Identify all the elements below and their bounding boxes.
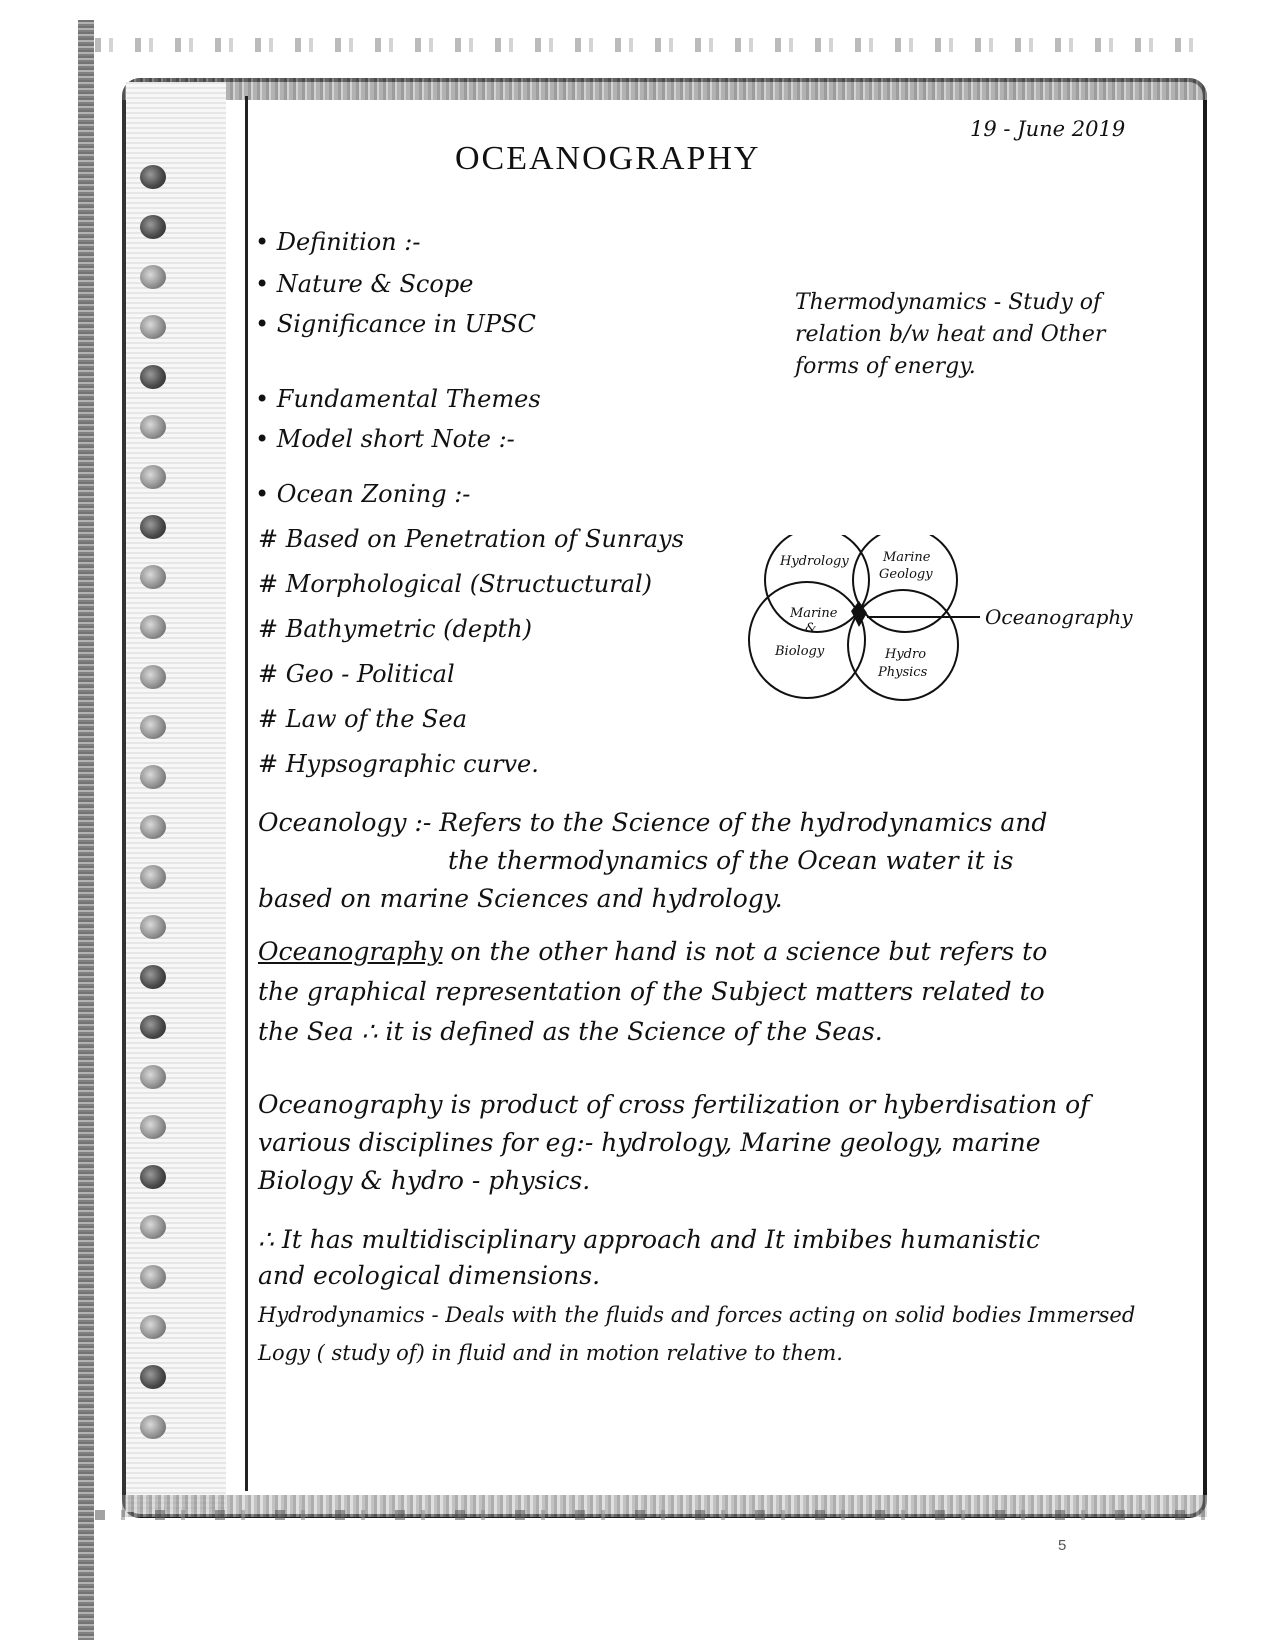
paragraph-oceanology: Oceanology :- Refers to the Science of the hydrodynamics and: [258, 808, 1048, 837]
zoning-item: # Bathymetric (depth): [258, 615, 532, 643]
notebook-spine: [126, 82, 226, 1512]
spiral-hole: [140, 465, 166, 489]
spiral-hole: [140, 1215, 166, 1239]
paragraph-text: on the other hand is not a science but refers to: [442, 937, 1048, 966]
paragraph-hydrodynamics: Logy ( study of) in fluid and in motion relative to them.: [258, 1341, 843, 1365]
spiral-hole: [140, 265, 166, 289]
spiral-hole: [140, 1065, 166, 1089]
zoning-item: # Morphological (Structuctural): [258, 570, 653, 598]
spiral-hole: [140, 665, 166, 689]
spiral-hole: [140, 415, 166, 439]
venn-label-ampersand: &: [805, 621, 817, 636]
spiral-hole: [140, 515, 166, 539]
venn-label-physics: Physics: [878, 665, 928, 680]
spiral-hole: [140, 1415, 166, 1439]
outline-bullet: • Ocean Zoning :-: [255, 480, 471, 508]
spiral-hole: [140, 715, 166, 739]
spiral-hole: [140, 565, 166, 589]
venn-label-marine: Marine: [790, 606, 838, 621]
term-oceanography: Oceanography: [258, 937, 443, 966]
date: 19 - June 2019: [970, 117, 1126, 141]
page-number: 5: [1058, 1537, 1067, 1554]
spiral-hole: [140, 165, 166, 189]
spiral-hole: [140, 865, 166, 889]
side-note-line: relation b/w heat and Other: [795, 322, 1106, 347]
spiral-hole: [140, 915, 166, 939]
spiral-hole: [140, 1165, 166, 1189]
scan-edge: [78, 20, 94, 1640]
page-title: OCEANOGRAPHY: [455, 140, 761, 177]
outline-bullet: • Model short Note :-: [255, 425, 515, 453]
oceanography-venn-diagram: [735, 535, 1155, 705]
paragraph-cross-fertilization: Biology & hydro - physics.: [258, 1166, 591, 1195]
paragraph-oceanology: the thermodynamics of the Ocean water it is: [448, 846, 1014, 875]
venn-label-hydrology: Hydrology: [780, 554, 849, 569]
outline-bullet: • Nature & Scope: [255, 270, 474, 298]
venn-label-biology: Biology: [775, 644, 825, 659]
paragraph-oceanography: [258, 937, 1047, 966]
spiral-hole: [140, 965, 166, 989]
venn-label-hydro: Hydro: [885, 647, 927, 662]
paragraph-cross-fertilization: Oceanography is product of cross fertilization or hyberdisation of: [258, 1090, 1090, 1119]
spiral-hole: [140, 615, 166, 639]
spiral-hole: [140, 765, 166, 789]
spiral-hole: [140, 1365, 166, 1389]
paragraph-cross-fertilization: various disciplines for eg:- hydrology, Marine geology, marine: [258, 1128, 1041, 1157]
outline-bullet: • Fundamental Themes: [255, 385, 541, 413]
spiral-hole: [140, 1015, 166, 1039]
notebook-edge-top: [122, 78, 1207, 100]
paragraph-oceanography: the Sea ∴ it is defined as the Science of the Seas.: [258, 1017, 883, 1046]
spiral-hole: [140, 1265, 166, 1289]
paragraph-oceanography: the graphical representation of the Subject matters related to: [258, 977, 1045, 1006]
zoning-item: # Geo - Political: [258, 660, 455, 688]
paragraph-multidisciplinary: and ecological dimensions.: [258, 1261, 601, 1290]
venn-label-marine: Marine: [883, 550, 931, 565]
scan-noise-top: [95, 38, 1195, 52]
outline-bullet: • Definition :-: [255, 228, 421, 256]
spiral-hole: [140, 1115, 166, 1139]
margin-line: [245, 96, 248, 1491]
scan-noise-bottom: [95, 1510, 1205, 1520]
venn-center-label: Oceanography: [985, 605, 1133, 629]
spiral-hole: [140, 215, 166, 239]
side-note-line: forms of energy.: [795, 354, 976, 379]
paragraph-multidisciplinary: ∴ It has multidisciplinary approach and It imbibes humanistic: [258, 1225, 1040, 1254]
zoning-item: # Hypsographic curve.: [258, 750, 539, 778]
spiral-hole: [140, 1315, 166, 1339]
venn-label-geology: Geology: [879, 567, 933, 582]
paragraph-oceanology: based on marine Sciences and hydrology.: [258, 884, 783, 913]
spiral-hole: [140, 815, 166, 839]
zoning-item: # Based on Penetration of Sunrays: [258, 525, 684, 553]
outline-bullet: • Significance in UPSC: [255, 310, 536, 338]
side-note-line: Thermodynamics - Study of: [795, 290, 1102, 315]
zoning-item: # Law of the Sea: [258, 705, 468, 733]
spiral-hole: [140, 365, 166, 389]
paragraph-hydrodynamics: Hydrodynamics - Deals with the fluids and forces acting on solid bodies Immersed: [258, 1303, 1136, 1327]
spiral-hole: [140, 315, 166, 339]
